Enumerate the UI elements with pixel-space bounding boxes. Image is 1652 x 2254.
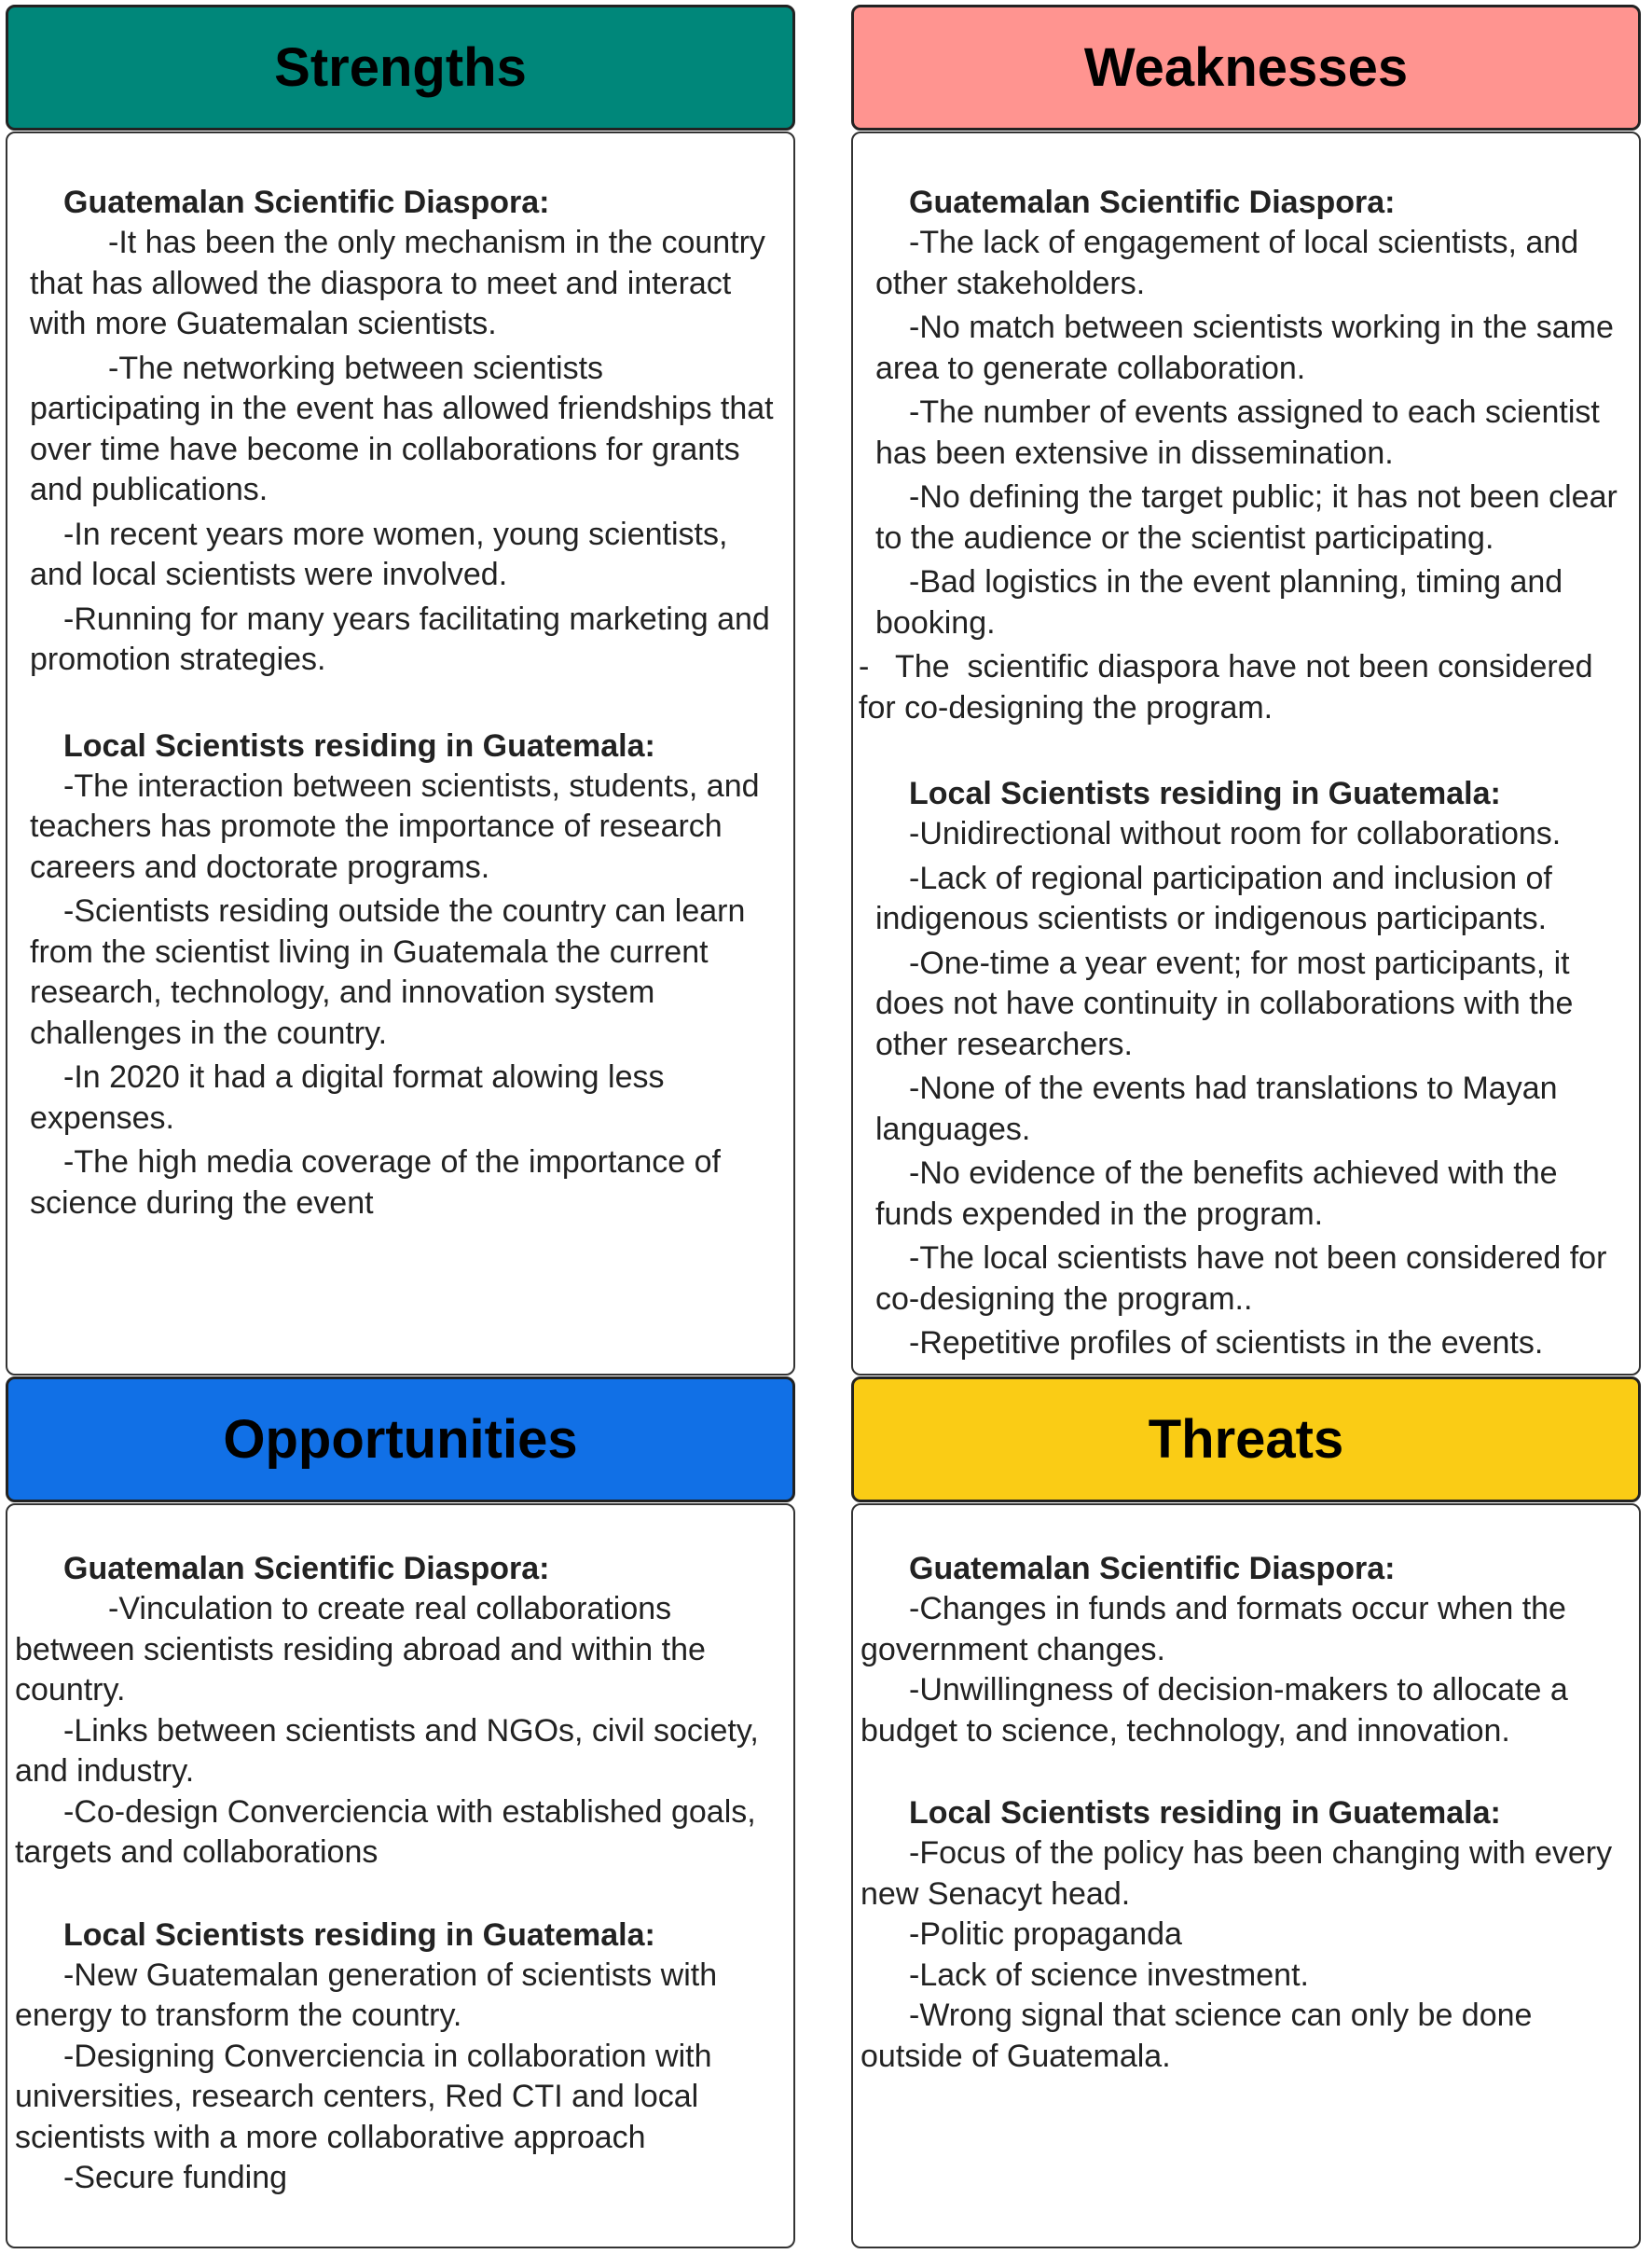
list-item: -Co-design Converciencia with established goals, targets and collaborations bbox=[15, 1793, 756, 1870]
strengths-quadrant bbox=[6, 5, 795, 1376]
list-item: -The number of events assigned to each scientist has been extensive in dissemination. bbox=[875, 394, 1600, 471]
opportunities-section-diaspora bbox=[15, 1548, 778, 1874]
weaknesses-quadrant bbox=[851, 5, 1641, 1376]
list-item: -The lack of engagement of local scientists, and other stakeholders. bbox=[875, 225, 1579, 301]
list-item: -Running for many years facilitating marketing and promotion strategies. bbox=[30, 601, 770, 677]
list-item: -Unwillingness of decision-makers to allocate a budget to science, technology, and innovation. bbox=[860, 1672, 1568, 1749]
section-heading: Local Scientists residing in Guatemala: bbox=[909, 776, 1501, 811]
weaknesses-body bbox=[851, 131, 1641, 1376]
threats-body bbox=[851, 1503, 1641, 2248]
section-heading: Local Scientists residing in Guatemala: bbox=[63, 727, 655, 764]
opportunities-section-local bbox=[15, 1915, 778, 2199]
list-item: -Bad logistics in the event planning, timing and booking. bbox=[875, 564, 1563, 641]
list-item: -One-time a year event; for most participants, it does not have continuity in collaborations with the other researchers. bbox=[875, 945, 1574, 1062]
section-heading: Guatemalan Scientific Diaspora: bbox=[63, 185, 550, 220]
strengths-body bbox=[6, 131, 795, 1376]
list-item: -Lack of regional participation and inclusion of indigenous scientists or indigenous participants. bbox=[875, 860, 1552, 936]
section-heading: Local Scientists residing in Guatemala: bbox=[63, 1916, 655, 1953]
list-item: -Focus of the policy has been changing with every new Senacyt head. bbox=[860, 1835, 1613, 1912]
list-item: -In recent years more women, young scientists, and local scientists were involved. bbox=[30, 516, 728, 592]
list-item: -No evidence of the benefits achieved with the funds expended in the program. bbox=[875, 1155, 1558, 1232]
weaknesses-header: Weaknesses bbox=[851, 5, 1641, 131]
list-item: -Wrong signal that science can only be done outside of Guatemala. bbox=[860, 1998, 1533, 2074]
threats-quadrant bbox=[851, 1376, 1641, 2248]
list-item: -Links between scientists and NGOs, civil society, and industry. bbox=[15, 1712, 759, 1789]
list-item: -Changes in funds and formats occur when the government changes. bbox=[860, 1591, 1566, 1667]
strengths-section-diaspora bbox=[30, 182, 775, 681]
list-item: -New Guatemalan generation of scientists with energy to transform the country. bbox=[15, 1957, 718, 2033]
list-item: -The interaction between scientists, students, and teachers has promote the importance of research careers and doctorate programs. bbox=[30, 767, 760, 885]
threats-section-diaspora bbox=[860, 1548, 1628, 1751]
list-item: -In 2020 it had a digital format alowing less expenses. bbox=[30, 1059, 665, 1136]
weaknesses-section-diaspora bbox=[859, 182, 1630, 728]
list-item: -Secure funding bbox=[63, 2160, 288, 2195]
section-heading: Guatemalan Scientific Diaspora: bbox=[909, 185, 1396, 220]
list-item: -It has been the only mechanism in the country that has allowed the diaspora to meet and interact with more Guatemalan scientists. bbox=[30, 225, 765, 341]
threats-header: Threats bbox=[851, 1376, 1641, 1502]
list-item: -Vinculation to create real collaborations between scientists residing abroad and within the country. bbox=[15, 1591, 706, 1708]
list-item: -No match between scientists working in the same area to generate collaboration. bbox=[875, 310, 1614, 386]
section-heading: Local Scientists residing in Guatemala: bbox=[909, 1795, 1501, 1831]
list-item: -Politic propaganda bbox=[909, 1916, 1182, 1952]
weaknesses-section-local bbox=[875, 773, 1630, 1364]
list-item: -None of the events had translations to Mayan languages. bbox=[875, 1071, 1558, 1147]
list-item: -Repetitive profiles of scientists in the events. bbox=[909, 1325, 1544, 1361]
list-item: -Unidirectional without room for collaborations. bbox=[909, 816, 1562, 851]
opportunities-quadrant bbox=[6, 1376, 795, 2248]
list-item: -Designing Converciencia in collaboration with universities, research centers, Red CTI and local scientists with a more collaborative approach bbox=[15, 2038, 712, 2155]
list-item: -Scientists residing outside the country can learn from the scientist living in Guatemala the current research, technology, and innovation system challenges in the country. bbox=[30, 893, 746, 1051]
threats-section-local bbox=[860, 1792, 1628, 2077]
opportunities-body bbox=[6, 1503, 795, 2248]
strengths-section-local bbox=[30, 726, 775, 1224]
opportunities-header: Opportunities bbox=[6, 1376, 795, 1502]
list-item: -Lack of science investment. bbox=[909, 1957, 1309, 1993]
section-heading: Guatemalan Scientific Diaspora: bbox=[909, 1551, 1396, 1586]
strengths-header: Strengths bbox=[6, 5, 795, 131]
list-item: - The scientific diaspora have not been considered for co-designing the program. bbox=[859, 649, 1602, 726]
list-item: -The local scientists have not been considered for co-designing the program.. bbox=[875, 1240, 1607, 1317]
list-item: -The high media coverage of the importance of science during the event bbox=[30, 1144, 721, 1221]
section-heading: Guatemalan Scientific Diaspora: bbox=[63, 1551, 550, 1586]
list-item: -The networking between scientists participating in the event has allowed friendships that over time have become in collaborations for grants and publications. bbox=[30, 350, 774, 507]
list-item: -No defining the target public; it has not been clear to the audience or the scientist participating. bbox=[875, 479, 1618, 556]
